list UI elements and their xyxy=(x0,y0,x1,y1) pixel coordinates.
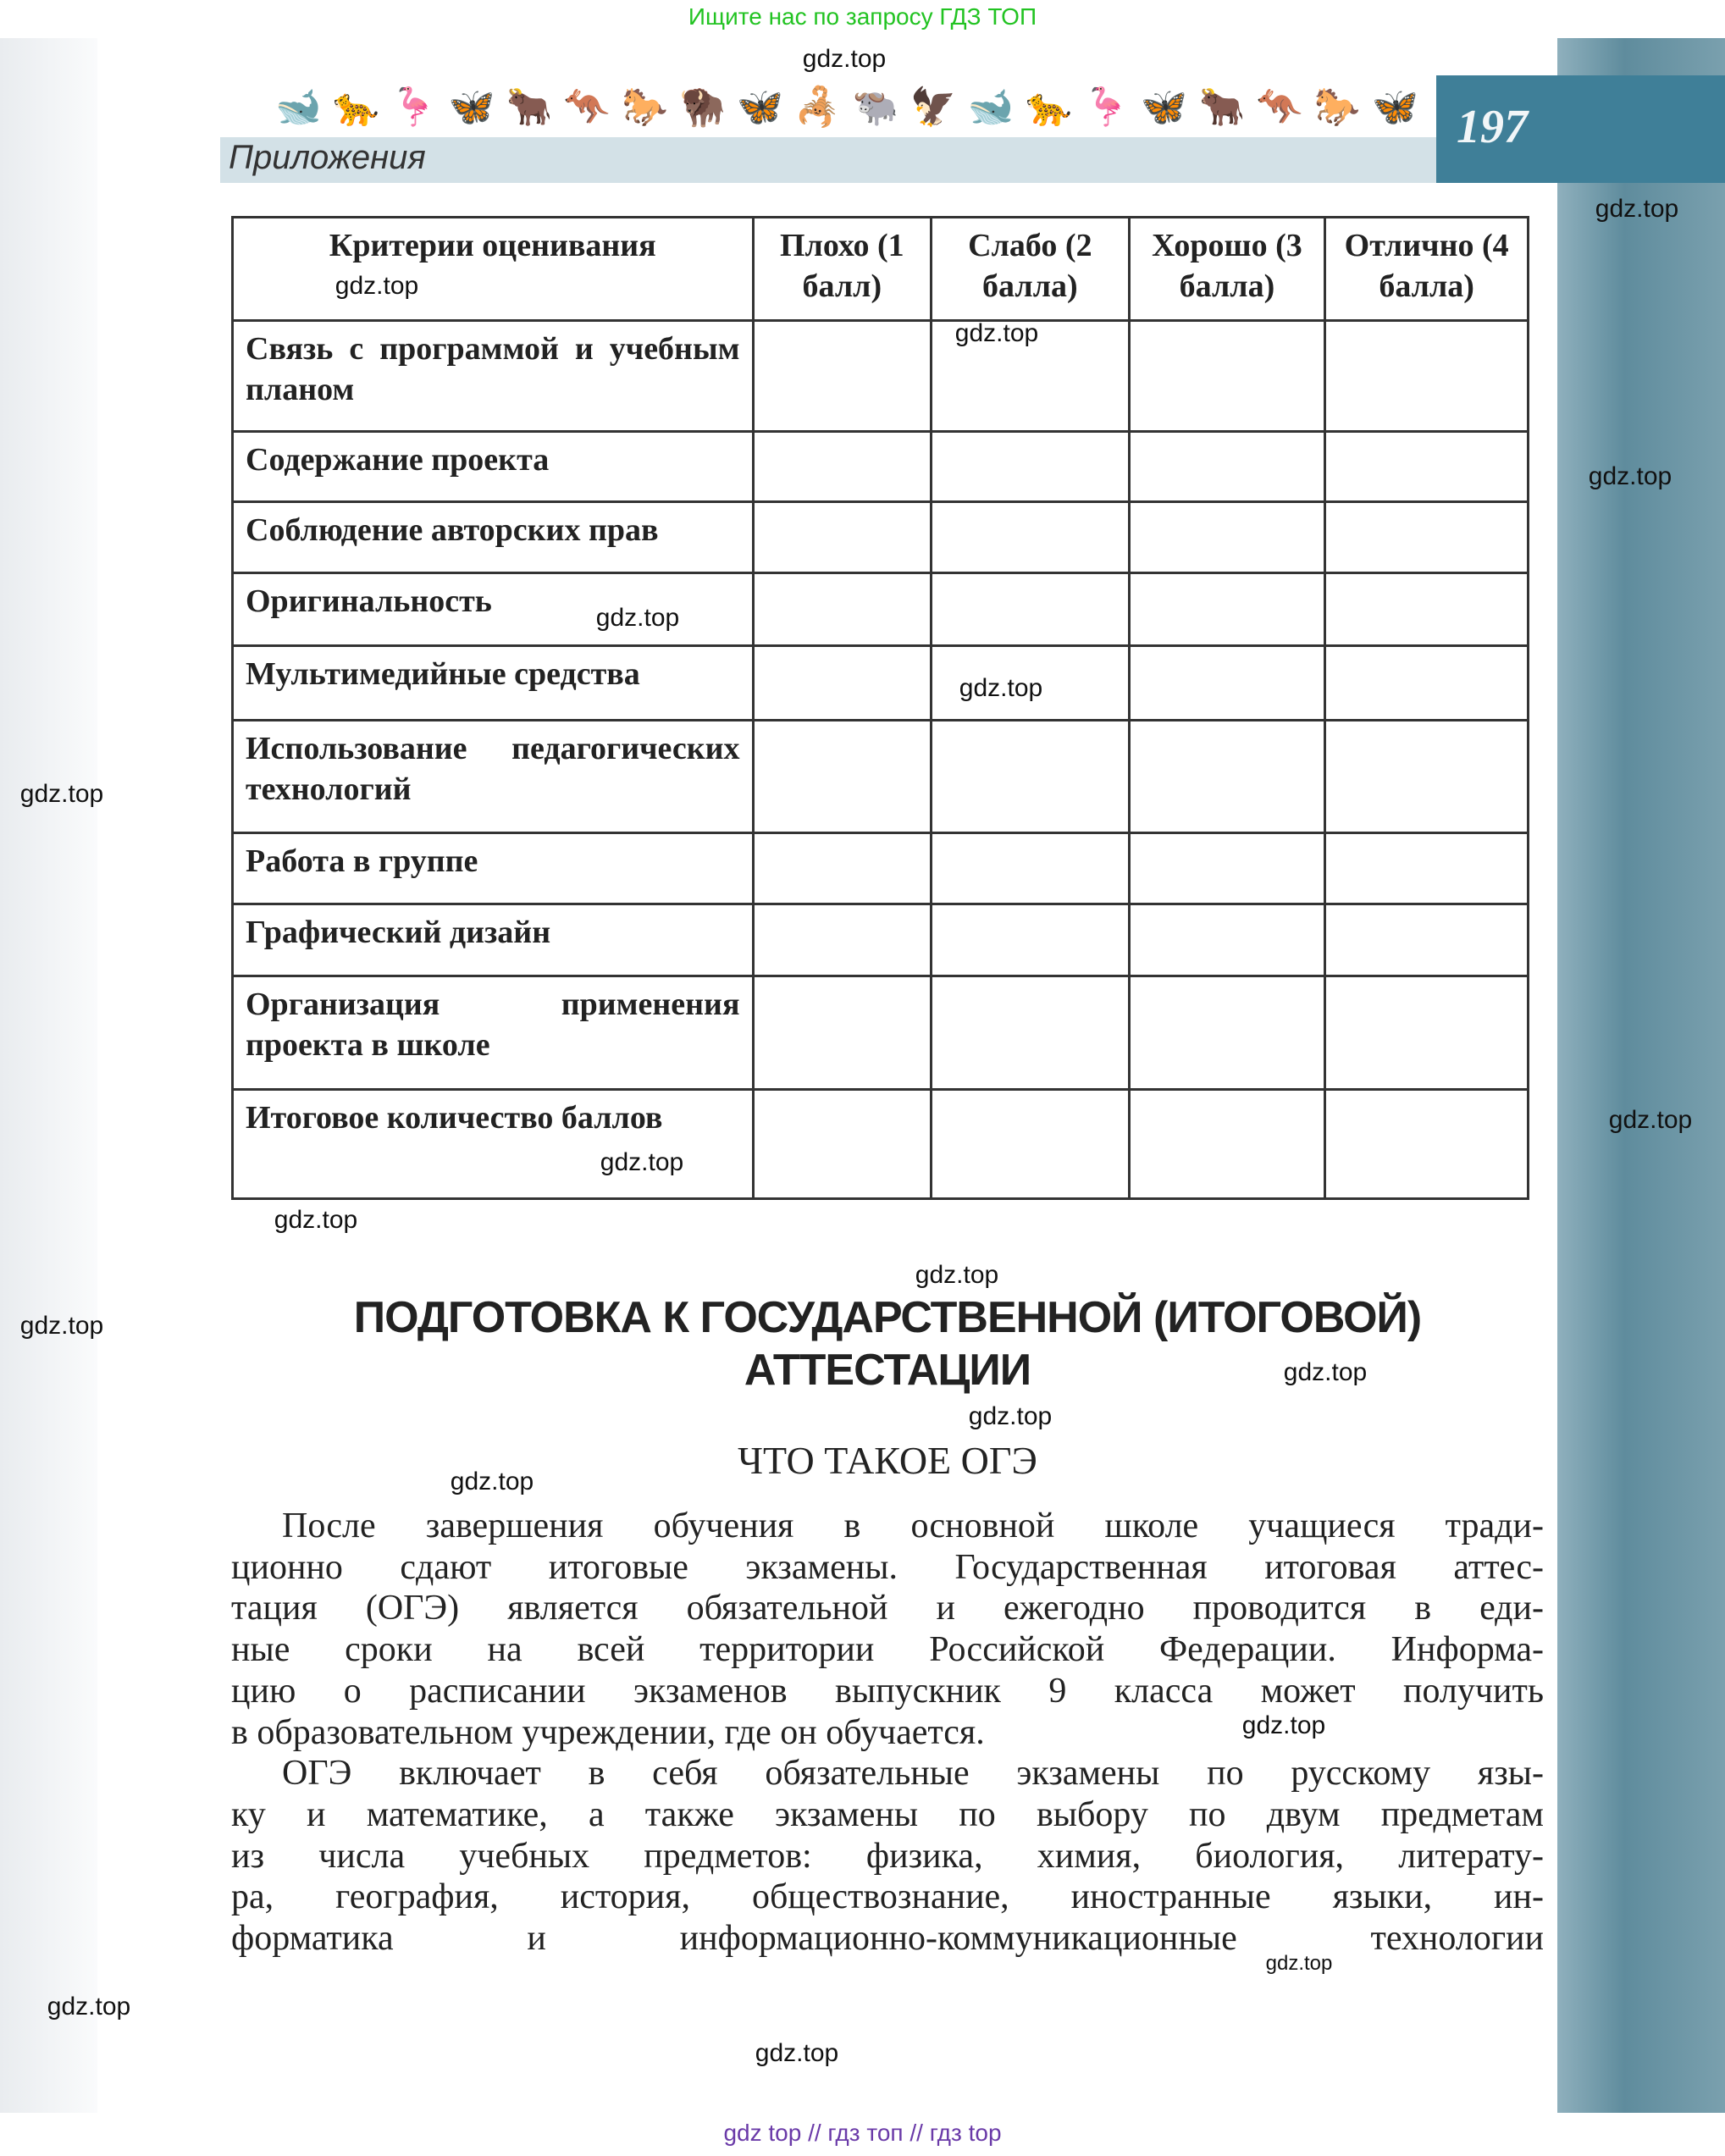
body-text xyxy=(231,1506,1544,1960)
score-cell xyxy=(1325,502,1529,573)
animal-icon: 🦘 xyxy=(1256,86,1303,128)
score-cell xyxy=(1325,321,1529,432)
text-line: форматика и информационно-коммуникационные технологии xyxy=(231,1919,1544,1959)
score-cell xyxy=(1325,904,1529,976)
watermark: gdz.top xyxy=(450,1468,534,1495)
criterion-label: Использование педагогических технологий xyxy=(233,721,754,833)
score-cell xyxy=(932,904,1130,976)
watermark: gdz.top xyxy=(1595,195,1679,223)
table-row xyxy=(233,1090,1529,1199)
criterion-label: Содержание проекта xyxy=(233,432,754,502)
criterion-label: Мультимедийные средства xyxy=(233,646,754,721)
animal-icon: 🦘 xyxy=(563,86,611,128)
score-cell xyxy=(1129,833,1325,904)
table-row xyxy=(233,573,1529,646)
watermark: gdz.top xyxy=(334,272,419,300)
criterion-label: Итоговое количество баллов xyxy=(233,1090,754,1199)
score-cell xyxy=(932,833,1130,904)
score-cell xyxy=(1325,432,1529,502)
score-cell xyxy=(753,573,932,646)
score-cell xyxy=(753,1090,932,1199)
criterion-label: Организация применения проекта в школе xyxy=(233,976,754,1090)
animal-icon: 🐋 xyxy=(967,86,1015,128)
table-row xyxy=(233,646,1529,721)
score-cell xyxy=(1325,721,1529,833)
animal-icon: 🦅 xyxy=(909,86,957,128)
watermark: gdz.top xyxy=(19,780,104,808)
criterion-label: Соблюдение авторских прав xyxy=(233,502,754,573)
score-cell xyxy=(1325,573,1529,646)
score-cell xyxy=(1129,1090,1325,1199)
section-title: Приложения xyxy=(229,139,426,176)
table-row xyxy=(233,502,1529,573)
watermark: gdz.top xyxy=(19,1312,104,1340)
animal-icon: 🐎 xyxy=(1313,86,1361,128)
watermark: gdz.top xyxy=(755,2039,839,2067)
score-cell xyxy=(1129,721,1325,833)
score-cell xyxy=(753,976,932,1090)
score-cell xyxy=(753,904,932,976)
criterion-label: Графический дизайн xyxy=(233,904,754,976)
animal-icon: 🦩 xyxy=(1083,86,1130,128)
animal-ornament xyxy=(275,82,1418,126)
animal-icon: 🦩 xyxy=(390,86,438,128)
watermark: gdz.top xyxy=(1265,1952,1333,1975)
watermark: gdz.top xyxy=(274,1206,358,1234)
animal-icon: 🦂 xyxy=(794,86,842,128)
side-strip xyxy=(1557,38,1725,2113)
table-row xyxy=(233,721,1529,833)
bottom-links: gdz top // гдз топ // гдз top xyxy=(723,2120,1002,2146)
watermark: gdz.top xyxy=(954,319,1039,347)
animal-icon: 🦋 xyxy=(1141,86,1188,128)
score-cell xyxy=(1129,432,1325,502)
animal-icon: 🐃 xyxy=(852,86,899,128)
score-cell xyxy=(932,976,1130,1090)
score-cell xyxy=(1325,976,1529,1090)
text-line: из числа учебных предметов: физика, химия, биология, литерату- xyxy=(231,1836,1544,1876)
watermark: gdz.top xyxy=(959,674,1043,702)
criteria-table xyxy=(231,216,1529,1200)
watermark: gdz.top xyxy=(915,1261,999,1289)
animal-icon: 🦋 xyxy=(448,86,495,128)
watermark: gdz.top xyxy=(802,45,887,73)
table-row xyxy=(233,833,1529,904)
watermark: gdz.top xyxy=(1241,1711,1326,1739)
score-cell xyxy=(1325,833,1529,904)
watermark: gdz.top xyxy=(968,1402,1053,1430)
table-header-row xyxy=(233,218,1529,321)
text-line: После завершения обучения в основной школе учащиеся тради- xyxy=(282,1506,1544,1545)
column-header: Слабо (2 балла) xyxy=(932,218,1130,321)
text-line: цию о расписании экзаменов выпускник 9 класса может получить xyxy=(231,1671,1544,1711)
column-header: Отлично (4 балла) xyxy=(1325,218,1529,321)
score-cell xyxy=(932,502,1130,573)
score-cell xyxy=(1129,321,1325,432)
text-line: тация (ОГЭ) является обязательной и ежегодно проводится в еди- xyxy=(231,1589,1544,1628)
animal-icon: 🦋 xyxy=(1371,86,1418,128)
animal-icon: 🐆 xyxy=(333,86,379,128)
animal-icon: 🐎 xyxy=(621,86,668,128)
animal-icon: 🐆 xyxy=(1026,86,1072,128)
watermark: gdz.top xyxy=(1588,462,1672,490)
animal-icon: 🐋 xyxy=(275,86,322,128)
column-header: Критерии оценивания xyxy=(233,218,754,321)
animal-icon: 🐂 xyxy=(506,86,553,128)
animal-icon: 🐂 xyxy=(1198,86,1246,128)
criterion-label: Работа в группе xyxy=(233,833,754,904)
score-cell xyxy=(1129,502,1325,573)
chapter-heading: ПОДГОТОВКА К ГОСУДАРСТВЕННОЙ (ИТОГОВОЙ) АТТЕСТАЦИИ xyxy=(353,1293,1422,1395)
watermark: gdz.top xyxy=(47,1993,131,2021)
subheading: ЧТО ТАКОЕ ОГЭ xyxy=(738,1439,1037,1482)
score-cell xyxy=(932,432,1130,502)
table-row xyxy=(233,976,1529,1090)
column-header: Хорошо (3 балла) xyxy=(1129,218,1325,321)
score-cell xyxy=(1325,646,1529,721)
score-cell xyxy=(1325,1090,1529,1199)
score-cell xyxy=(753,646,932,721)
watermark: gdz.top xyxy=(1283,1358,1368,1386)
watermark: gdz.top xyxy=(600,1148,684,1176)
column-header: Плохо (1 балл) xyxy=(753,218,932,321)
score-cell xyxy=(932,721,1130,833)
watermark: gdz.top xyxy=(1608,1106,1693,1134)
criterion-label: Оригинальность xyxy=(233,573,754,646)
table-row xyxy=(233,904,1529,976)
score-cell xyxy=(753,321,932,432)
watermark: gdz.top xyxy=(595,604,680,632)
score-cell xyxy=(1129,646,1325,721)
score-cell xyxy=(753,721,932,833)
search-hint: Ищите нас по запросу ГДЗ ТОП xyxy=(688,3,1037,30)
table-row xyxy=(233,321,1529,432)
criterion-label: Связь с программой и учебным планом xyxy=(233,321,754,432)
score-cell xyxy=(932,573,1130,646)
score-cell xyxy=(1129,573,1325,646)
score-cell xyxy=(753,502,932,573)
text-line: ку и математике, а также экзамены по выбору по двум предметам xyxy=(231,1794,1544,1834)
page-margin xyxy=(0,38,97,2113)
animal-icon: 🦋 xyxy=(737,86,784,128)
text-line: в образовательном учреждении, где он обучается. xyxy=(231,1712,985,1752)
text-line: ра, география, история, обществознание, иностранные языки, ин- xyxy=(231,1877,1544,1917)
table-row xyxy=(233,432,1529,502)
page-number: 197 xyxy=(1457,101,1528,153)
text-line: ционно сдают итоговые экзамены. Государственная итоговая аттес- xyxy=(231,1547,1544,1587)
text-line: ОГЭ включает в себя обязательные экзамены по русскому язы- xyxy=(282,1754,1544,1794)
score-cell xyxy=(1129,904,1325,976)
score-cell xyxy=(753,833,932,904)
score-cell xyxy=(932,1090,1130,1199)
animal-icon: 🦬 xyxy=(679,86,726,128)
text-line: ные сроки на всей территории Российской Федерации. Информа- xyxy=(231,1630,1544,1670)
score-cell xyxy=(1129,976,1325,1090)
score-cell xyxy=(753,432,932,502)
